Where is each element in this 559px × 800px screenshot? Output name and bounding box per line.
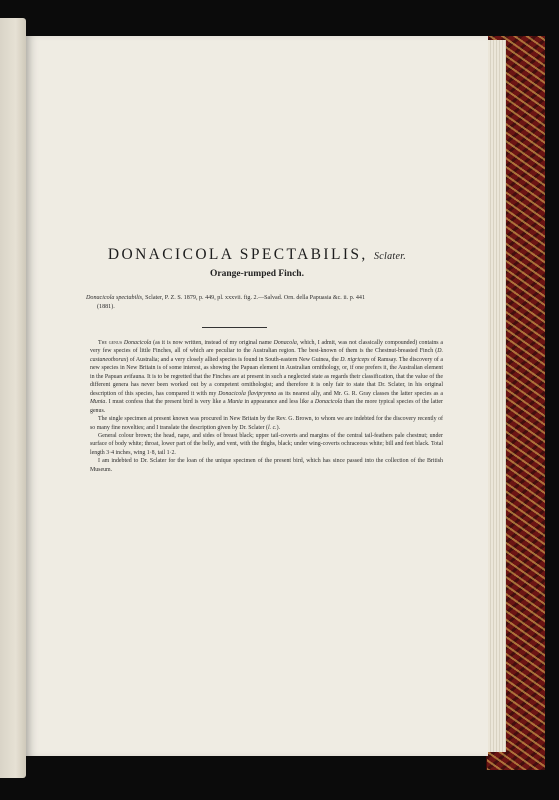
paragraph-4: I am indebted to Dr. Sclater for the loan of the unique specimen of the present bird, which has since passed into the collection of the British Museum. — [90, 458, 443, 473]
book-page — [26, 36, 488, 756]
italic-term: Donacicola — [123, 340, 152, 346]
citation-text: Sclater, P. Z. S. 1879, p. 449, pl. xxxvii. fig. 2.—Salvad. Orn. della Papuasia &c. ii. p. 441 — [143, 295, 366, 301]
paragraph-1 — [90, 339, 443, 415]
text-run: in appearance and less like a — [242, 399, 315, 406]
divider-rule — [202, 327, 267, 328]
text-run: The single specimen at present known was procured in New Britain by the Rev. G. Brown, to whom we are indebted for the discovery recently of so many fine novelties; and I translate the description given by Dr. Sclater ( — [90, 416, 443, 431]
text-run: of Ramsay. The discovery of a new species in New Britain is of some interest, as showing the Papuan element in Australian ornithology, or, if one prefers it, the Australian element in the Papuan avifauna. It is to be regretted that the Finches are at present in such a neglected state as regards their classification, that the value of the different genera has never been worked out by a competent ornithologist; and therefore it is only fair to state that Dr. Sclater, in his original description of this species, has compared it with my — [90, 356, 443, 397]
text-run: , which, I admit, was not classically compounded) contains a very few species of little Finches, all of which are peculiar to the Australian region. The best-known of them is the Chestnut-breasted Finch ( — [90, 340, 443, 355]
italic-term: D. castaneothorax — [90, 348, 443, 363]
species-author: Sclater. — [373, 251, 407, 262]
italic-term: D. nigriceps — [340, 356, 370, 363]
text-run: ) of Australia; and a very closely allied species is found in South-eastern New Guinea, the — [126, 356, 341, 363]
common-name: Orange-rumped Finch. — [210, 269, 304, 279]
text-run: . I must confess that the present bird is very like a — [105, 399, 228, 406]
citation — [86, 294, 446, 312]
body-text — [90, 339, 443, 474]
citation-species: Donacicola spectabilis, — [86, 295, 144, 301]
citation-year: (1881). — [97, 304, 115, 310]
text-run: (as it is now written, instead of my original name — [151, 340, 274, 346]
italic-term: l. c. — [267, 424, 277, 431]
paragraph-2 — [90, 415, 443, 432]
text-run: as its nearest ally, and Mr. G. R. Gray classes the latter species as a — [276, 390, 443, 397]
italic-term: Donacicola flaviprymna — [218, 390, 277, 397]
species-name: DONACICOLA SPECTABILIS, — [107, 246, 368, 263]
text-run: ). — [276, 424, 281, 431]
italic-term: Munia — [90, 399, 106, 406]
italic-term: Munia — [227, 399, 243, 406]
italic-term: Donacicola — [314, 399, 343, 406]
text-run: than the more typical species of the latter genus. — [90, 399, 443, 414]
paragraph-lead: The genus — [98, 340, 123, 346]
facing-page-edge — [0, 18, 26, 778]
paragraph-3: General colour brown; the head, nape, and sides of breast black; upper tail-coverts and margins of the central tail-feathers pale chestnut; under surface of body white; throat, lower part of the belly, and vent, with the thighs, black; under wing-coverts ochraceous white; bill and feet black. Total length 3·4 inches, wing 1·8, tail 1·2. — [90, 432, 443, 456]
italic-term: Donacola — [273, 340, 297, 346]
page-title — [26, 246, 488, 264]
